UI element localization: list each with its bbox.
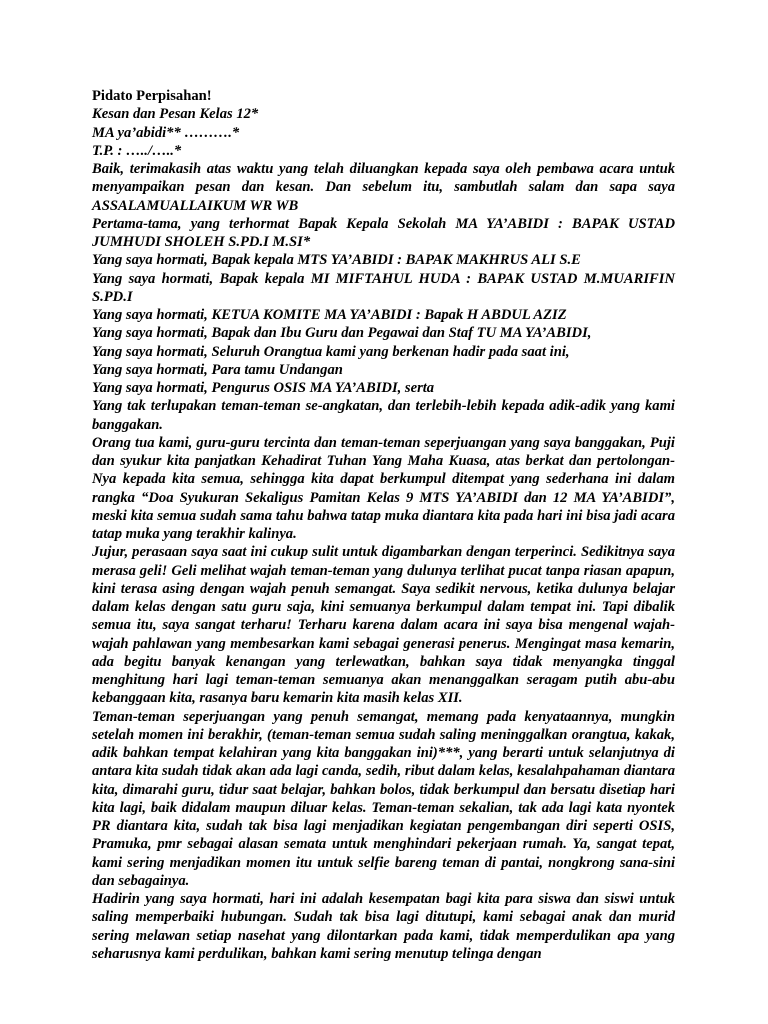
document-title: Pidato Perpisahan! (92, 88, 212, 104)
body-paragraph: Orang tua kami, guru-guru tercinta dan teman-teman seperjuangan yang saya banggakan, Puji dan syukur kita panjatkan Kehadirat Tuhan Yang Maha Kuasa, atas berkat dan pertolongan-Nya kepada kita semua, sehingga kita dapat berkumpul ditempat yang sederhana ini dalam rangka “Doa Syukuran Sekaligus Pamitan Kelas 9 MTS YA’ABIDI dan 12 MA YA’ABIDI”, meski kita semua sudah sama tahu bahwa tatap muka diantara kita pada hari ini bisa jadi acara tatap muka yang terakhir kalinya. (92, 434, 675, 542)
header-line-school: MA ya’abidi** ……….* (92, 124, 240, 141)
greeting-line: Yang saya hormati, Para tamu Undangan (92, 361, 343, 378)
document-page (92, 87, 675, 963)
greeting-line: Pertama-tama, yang terhormat Bapak Kepala Sekolah MA YA’ABIDI : BAPAK USTAD JUMHUDI SHOLEH S.PD.I M.SI* (92, 215, 675, 250)
greeting-line: Yang saya hormati, Bapak kepala MTS YA’ABIDI : BAPAK MAKHRUS ALI S.E (92, 252, 581, 269)
greeting-line: Yang saya hormati, Seluruh Orangtua kami yang berkenan hadir pada saat ini, (92, 343, 570, 360)
body-paragraph: Teman-teman seperjuangan yang penuh semangat, memang pada kenyataannya, mungkin setelah momen ini berakhir, (teman-teman semua sudah saling meninggalkan orangtua, kakak, adik bahkan tempat kelahiran yang kita banggakan ini)***, yang berarti untuk selanjutnya di antara kita sudah tidak akan ada lagi canda, sedih, ribut dalam kelas, kesalahpahaman diantara kita, dimarahi guru, tidur saat belajar, bahkan bolos, tidak berkumpul dan bersatu disetiap hari kita lagi, baik didalam maupun diluar kelas. Teman-teman sekalian, tak ada lagi kata nyontek PR diantara kita, sudah tak bisa lagi menjadikan kegiatan pengembangan diri seperti OSIS, Pramuka, pmr sebagai alasan semata untuk menghindari pekerjaan rumah. Ya, sangat tepat, kami sering menjadikan momen itu untuk selfie bareng teman di pantai, nongkrong sana-sini dan sebagainya. (92, 708, 675, 889)
header-line-subject: Kesan dan Pesan Kelas 12* (92, 106, 259, 123)
header-line-school-year: T.P. : …../…..* (92, 142, 182, 159)
body-paragraph: Jujur, perasaan saya saat ini cukup sulit untuk digambarkan dengan terperinci. Sedikitnya saya merasa geli! Geli melihat wajah teman-teman yang dulunya terlihat pucat tanpa riasan apapun, kini terasa asing dengan wajah penuh semangat. Saya sedikit nervous, ketika dulunya belajar dalam kelas dengan satu guru saja, kini semuanya berkumpul dalam tempat ini. Tapi dibalik semua itu, saya sangat terharu! Terharu karena dalam acara ini saya bisa mengenal wajah-wajah pahlawan yang membesarkan kami sebagai generasi penerus. Mengingat masa kemarin, ada begitu banyak kenangan yang terlewatkan, bahkan saya tidak menyangka tinggal menghitung hari lagi teman-teman semuanya akan menanggalkan seragam putih abu-abu kebanggaan kita, rasanya baru kemarin kita masih kelas XII. (92, 544, 675, 707)
greeting-line: Yang saya hormati, Bapak kepala MI MIFTAHUL HUDA : BAPAK USTAD M.MUARIFIN S.PD.I (92, 270, 675, 305)
greeting-line: Yang tak terlupakan teman-teman se-angkatan, dan terlebih-lebih kepada adik-adik yang kami banggakan. (92, 398, 675, 433)
body-paragraph: Hadirin yang saya hormati, hari ini adalah kesempatan bagi kita para siswa dan siswi untuk saling memperbaiki hubungan. Sudah tak bisa lagi ditutupi, kami sebagai anak dan murid sering melawan setiap nasehat yang dilontarkan pada kami, tidak memperdulikan apa yang seharusnya kami perdulikan, bahkan kami sering menutup telinga dengan (92, 891, 675, 962)
greeting-line: Yang saya hormati, Pengurus OSIS MA YA’ABIDI, serta (92, 380, 435, 396)
greeting-line: Yang saya hormati, Bapak dan Ibu Guru dan Pegawai dan Staf TU MA YA’ABIDI, (92, 325, 592, 342)
greeting-line: Yang saya hormati, KETUA KOMITE MA YA’ABIDI : Bapak H ABDUL AZIZ (92, 307, 567, 323)
opening-paragraph: Baik, terimakasih atas waktu yang telah diluangkan kepada saya oleh pembawa acara untuk menyampaikan pesan dan kesan. Dan sebelum itu, sambutlah salam dan sapa saya ASSALAMUALLAIKUM WR WB (92, 161, 675, 214)
